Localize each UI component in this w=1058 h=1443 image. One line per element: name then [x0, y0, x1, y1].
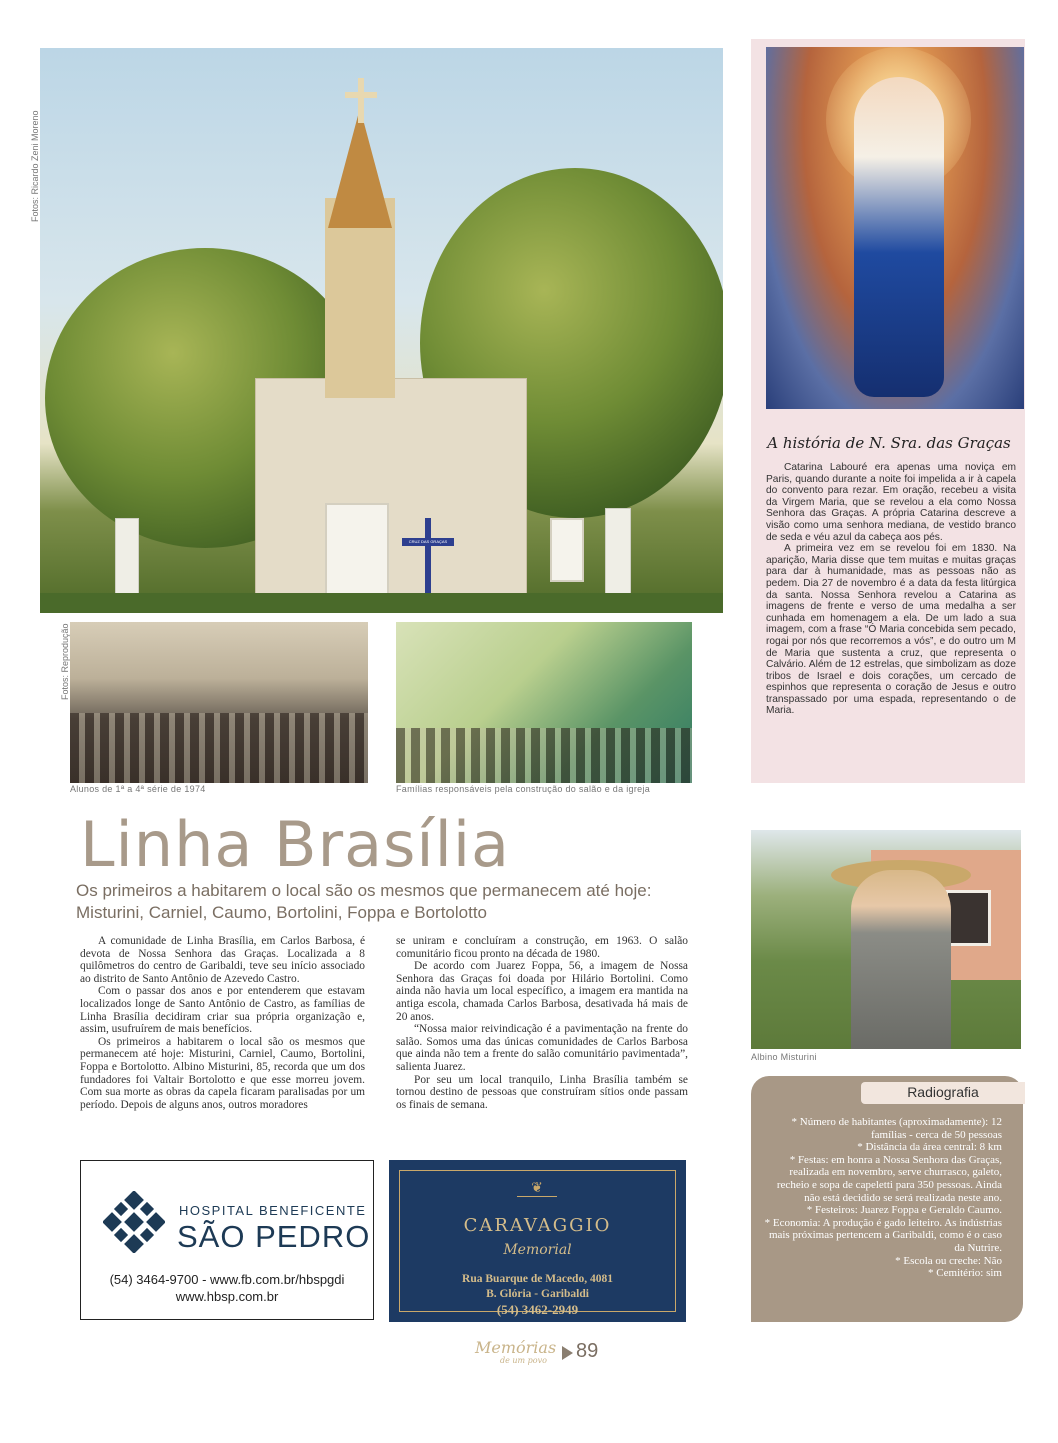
church-sign: CRUZ DAS GRAÇAS: [402, 538, 454, 546]
radiografia-item: * Festeiros: Juarez Foppa e Geraldo Caumo.: [806, 1204, 1002, 1217]
radiografia-item: * Festas: em honra a Nossa Senhora das Graças, realizada em novembro, serve churrasco, galeto, recheio e sopa de capeletti para 350 pessoas. Ainda não está decidido se será realizada neste ano.: [776, 1153, 1002, 1204]
article-column-1: [80, 935, 365, 1111]
caravaggio-ornament-icon: ❦: [517, 1178, 557, 1197]
hospital-contact: (54) 3464-9700 - www.fb.com.br/hbspgdi: [109, 1272, 345, 1287]
radiografia-item: * Economia: A produção é gado leiteiro. As indústrias mais próximas pertencem a Garibaldi, como é o caso da Nutrire.: [764, 1216, 1002, 1254]
radiografia-list: [760, 1116, 1002, 1280]
photo-credit-main: Fotos: Ricardo Zeni Moreno: [30, 110, 40, 222]
students-1974-photo: [70, 622, 368, 783]
caravaggio-subtitle: Memorial: [503, 1242, 572, 1258]
caravaggio-address2: B. Glória - Garibaldi: [486, 1288, 589, 1300]
radiografia-item: * Distância da área central: 8 km: [857, 1141, 1002, 1154]
sidebar-paragraph: Catarina Labouré era apenas uma noviça em Paris, quando durante a noite foi impelida a ir à capela do convento para rezar. Em oração, recebeu a visita da Virgem Maria, que se revelou a ela como Nossa Senhora das Graças. A própria Catarina descreve a visão como uma senhora mediana, de vestido branco de seda e véu azul da cabeça aos pés.: [766, 462, 1016, 543]
hospital-name-line2: SÃO PEDRO: [177, 1219, 371, 1254]
caravaggio-address1: Rua Buarque de Macedo, 4081: [462, 1273, 613, 1285]
families-photo: [396, 622, 692, 783]
nossa-senhora-image: [766, 47, 1024, 409]
footer-logo: Memórias: [475, 1338, 557, 1357]
albino-misturini-photo: [751, 830, 1021, 1049]
article-title: Linha Brasília: [80, 808, 511, 881]
radiografia-label: Radiografia: [907, 1084, 979, 1100]
caravaggio-phone: (54) 3462-2949: [496, 1302, 579, 1317]
footer-logo-sub: de um povo: [500, 1356, 547, 1365]
caption-students: Alunos de 1ª a 4ª série de 1974: [70, 784, 206, 794]
hospital-ad[interactable]: [80, 1160, 374, 1320]
caravaggio-ad[interactable]: [389, 1160, 686, 1322]
article-paragraph: De acordo com Juarez Foppa, 56, a imagem de Nossa Senhora das Graças foi doada por Hilário Bortolini. Como ainda não havia um local específico, a imagem era mantida na antiga escola, chamada Carlos Barbosa, desativada há mais de 20 anos.: [396, 960, 688, 1023]
radiografia-item: * Número de habitantes (aproximadamente): 12 famílias - cerca de 50 pessoas: [791, 1116, 1002, 1141]
article-paragraph: se uniram e concluíram a construção, em 1963. O salão comunitário ficou pronto na década de 1980.: [396, 935, 688, 960]
page-arrow-icon: [562, 1346, 573, 1360]
radiografia-item: * Cemitério: sim: [928, 1267, 1002, 1280]
sidebar-title: A história de N. Sra. das Graças: [767, 434, 1011, 452]
hospital-website[interactable]: www.hbsp.com.br: [175, 1289, 279, 1304]
sidebar-text: [766, 462, 1016, 717]
article-column-2: [396, 935, 688, 1111]
article-paragraph: A comunidade de Linha Brasília, em Carlos Barbosa, é devota de Nossa Senhora das Graças. Localizada a 8 quilômetros do centro de Garibaldi, teve seu início associado ao distrito de Santo Antônio de Azevedo Castro.: [80, 935, 365, 985]
caravaggio-name: CARAVAGGIO: [463, 1215, 612, 1236]
church-photo: [40, 48, 723, 613]
page-number: 89: [576, 1340, 599, 1362]
caption-albino: Albino Misturini: [751, 1052, 817, 1062]
caption-families: Famílias responsáveis pela construção do salão e da igreja: [396, 784, 651, 794]
article-paragraph: Os primeiros a habitarem o local são os mesmos que permanecem até hoje: Misturini, Carniel, Caumo, Bortolini, Foppa e Bortolotto. Albino Misturini, 85, recorda que um dos fundadores foi Valtair Bortolotto e que esse morreu jovem. Com sua morte as obras da capela ficaram paralisadas por um período. Depois de alguns anos, outros moradores: [80, 1035, 365, 1111]
article-paragraph: “Nossa maior reivindicação é a pavimentação na frente do salão. Somos uma das únicas comunidades de Carlos Barbosa que ainda não tem a frente do salão comunitário pavimentada”, salienta Juarez.: [396, 1023, 688, 1073]
radiografia-item: * Escola ou creche: Não: [895, 1254, 1002, 1267]
sidebar-paragraph: A primeira vez em se revelou foi em 1830. Na aparição, Maria disse que tem muitas e muitas graças para dar à humanidade, mas as pessoas não as pedem. Dia 27 de novembro é a data da festa litúrgica da santa. Nossa Senhora revelou a Catarina as imagens de frente e verso de uma medalha a ser cunhada em homenagem a ela. De um lado a sua imagem, com a frase “Ó Maria concebida sem pecado, rogai por nós que recorremos a vós”, e do outro um M de Maria que sustenta a cruz, que representa o Calvário. Além de 12 estrelas, que simbolizam as doze tribos de Israel e dois corações, um cercado de espinhos que representa o coração de Jesus e outro transpassado por uma espada, representando o de Maria.: [766, 543, 1016, 717]
hospital-name-line1: HOSPITAL BENEFICENTE: [179, 1203, 367, 1218]
hospital-logo-icon: [103, 1191, 165, 1253]
article-paragraph: Por seu um local tranquilo, Linha Brasília também se tornou destino de pessoas que construíram sítios onde passam os finais de semana.: [396, 1073, 688, 1111]
article-paragraph: Com o passar dos anos e por entenderem que estavam localizados longe de Santo Antônio de Castro, as famílias de Linha Brasília decidiram criar sua própria organização e, assim, usufruírem de mais benefícios.: [80, 985, 365, 1036]
photo-credit-reproduction: Fotos: Reprodução: [60, 623, 70, 700]
article-subtitle: Os primeiros a habitarem o local são os mesmos que permanecem até hoje: Misturini, Carniel, Caumo, Bortolini, Foppa e Bortolotto: [76, 881, 652, 922]
